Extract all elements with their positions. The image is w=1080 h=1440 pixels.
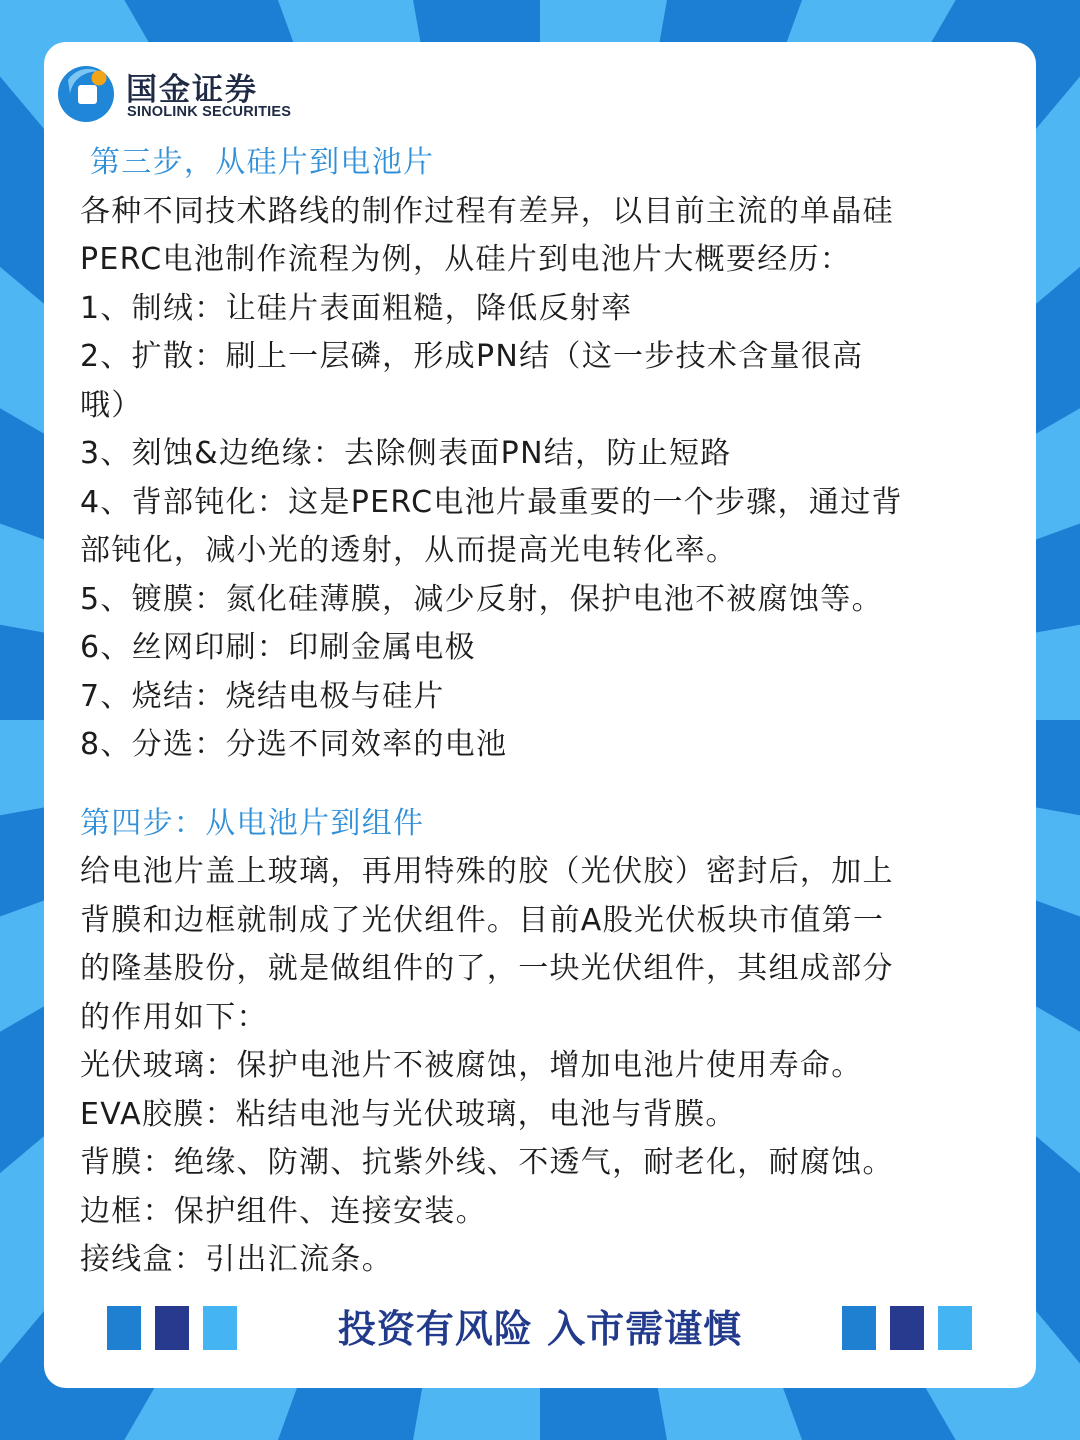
step3-line: 7、烧结：烧结电极与硅片 [80,678,445,714]
step3-line: 6、丝网印刷：印刷金属电极 [80,630,476,665]
step4-line: 背膜：绝缘、防潮、抗紫外线、不透气，耐老化，耐腐蚀。 [80,1145,894,1180]
step3-line: 1、制绒：让硅片表面粗糙，降低反射率 [80,290,633,326]
step3-line: 4、背部钝化：这是PERC电池片最重要的一个步骤，通过背 [80,484,903,520]
step3-line: 2、扩散：刷上一层磷，形成PN结（这一步技术含量很高 [80,339,864,374]
step4-line: 的隆基股份，就是做组件的了，一块光伏组件，其组成部分 [80,951,894,986]
step3-line: PERC电池制作流程为例，从硅片到电池片大概要经历： [80,242,852,277]
section-gap [80,770,1010,800]
step4-heading: 第四步：从电池片到组件 [80,805,425,841]
decor-square-navy [890,1306,924,1350]
step3-line: 各种不同技术路线的制作过程有差异，以目前主流的单晶硅 [80,193,894,229]
step4-line: EVA胶膜：粘结电池与光伏玻璃，电池与背膜。 [80,1096,737,1132]
step4-line: 接线盒：引出汇流条。 [80,1242,393,1277]
step4-line: 给电池片盖上玻璃，再用特殊的胶（光伏胶）密封后，加上 [80,854,894,889]
risk-warning-footer [44,1302,1036,1362]
logo-name-cn: 国金证券 [126,72,258,108]
step4-line: 背膜和边框就制成了光伏组件。目前A股光伏板块市值第一 [80,902,885,938]
step4-line: 边框：保护组件、连接安装。 [80,1193,487,1229]
decor-square-blue [842,1306,876,1350]
step3-line: 哦） [80,387,143,423]
logo-name-en: SINOLINK SECURITIES [127,104,292,120]
step4-line: 的作用如下： [80,999,268,1035]
content-card [44,42,1036,1388]
step4-line: 光伏玻璃：保护电池片不被腐蚀，增加电池片使用寿命。 [80,1048,863,1083]
decor-square-sky [938,1306,972,1350]
step3-line: 8、分选：分选不同效率的电池 [80,727,508,762]
risk-warning-text: 投资有风险 入市需谨慎 [337,1307,743,1351]
step3-line: 部钝化，减小光的透射，从而提高光电转化率。 [80,533,738,568]
sinolink-logo [56,60,356,126]
step3-line: 3、刻蚀&边绝缘：去除侧表面PN结，防止短路 [80,436,732,471]
step3-line: 5、镀膜：氮化硅薄膜，减少反射，保护电池不被腐蚀等。 [80,581,883,617]
step3-heading: 第三步，从硅片到电池片 [90,145,435,180]
article-body [80,139,1010,1285]
sinolink-logo-icon [56,64,116,124]
